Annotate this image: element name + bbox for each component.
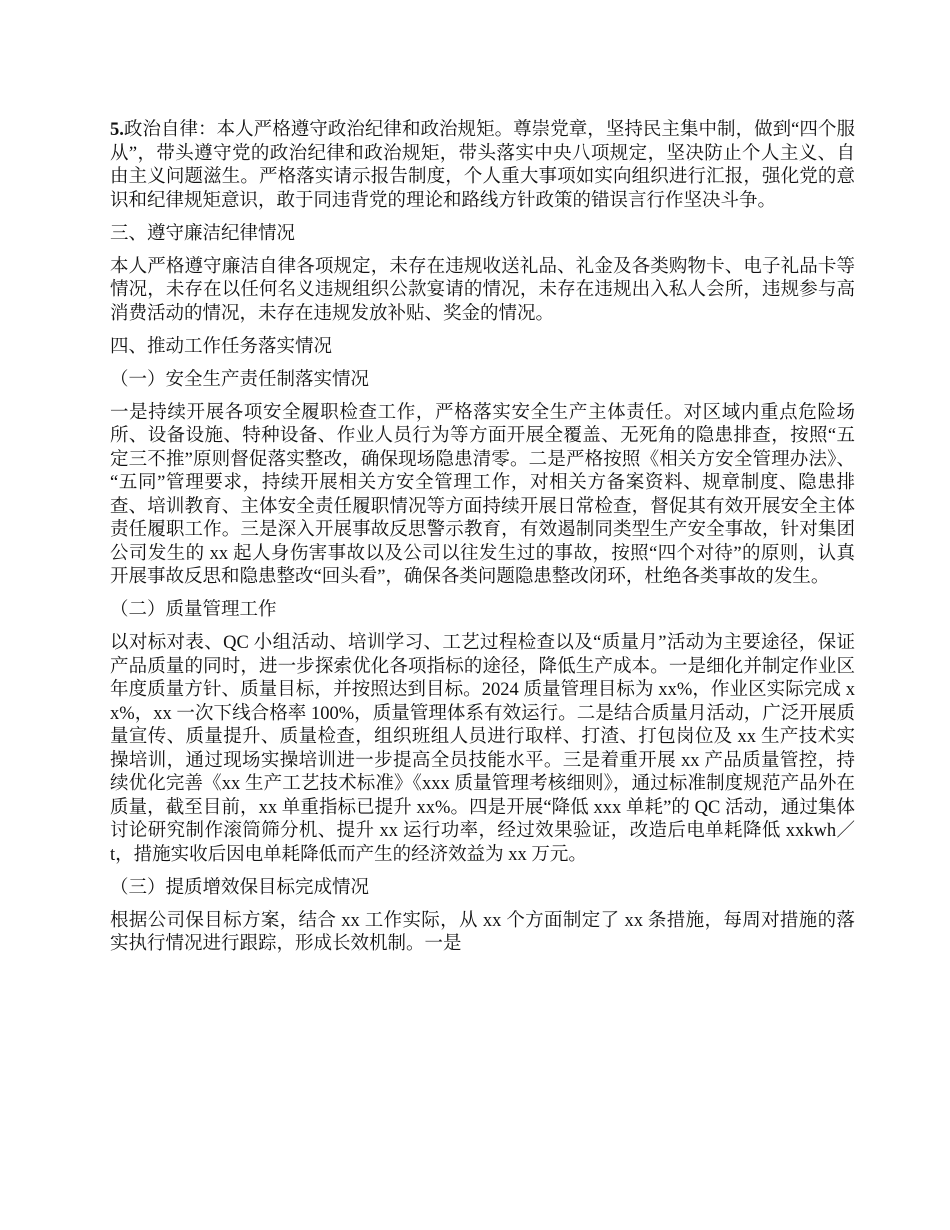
heading-section-three-integrity-discipline: 三、遵守廉洁纪律情况	[110, 223, 296, 244]
paragraph-safety-responsibility-details: 一是持续开展各项安全履职检查工作，严格落实安全生产主体责任。对区域内重点危险场所、设备设施、特种设备、作业人员行为等方面开展全覆盖、无死角的隐患排查，按照“五定三不推”原则督促落实整改，确保现场隐患清零。二是严格按照《相关方安全管理办法》、“五同”管理要求，持续开展相关方安全管理工作，对相关方备案资料、规章制度、隐患排查、培训教育、主体安全责任履职情况等方面持续开展日常检查，督促其有效开展安全主体责任履职工作。三是深入开展事故反思警示教育，有效遏制同类型生产安全事故，针对集团公司发生的 xx 起人身伤害事故以及公司以往发生过的事故，按照“四个对待”的原则，认真开展事故反思和隐患整改“回头看”，确保各类问题隐患整改闭环，杜绝各类事故的发生。	[110, 402, 855, 587]
paragraph-text: 政治自律：本人严格遵守政治纪律和政治规矩。尊崇党章，坚持民主集中制，做到“四个服从”，带头遵守党的政治纪律和政治规矩，带头落实中央八项规定，坚决防止个人主义、自由主义问题滋生。严格落实请示报告制度，个人重大事项如实向组织进行汇报，强化党的意识和纪律规矩意识，敢于同违背党的理论和路线方针政策的错误言行作坚决斗争。	[110, 120, 855, 211]
subheading-three-efficiency-targets: （三）提质增效保目标完成情况	[110, 877, 370, 898]
subheading-two-quality-management: （二）质量管理工作	[110, 600, 277, 620]
list-number-5: 5.	[110, 120, 124, 140]
paragraph-efficiency-targets-details: 根据公司保目标方案，结合 xx 工作实际，从 xx 个方面制定了 xx 条措施，每周对措施的落实执行情况进行跟踪，形成长效机制。一是	[110, 910, 855, 954]
paragraph-integrity-compliance: 本人严格遵守廉洁自律各项规定，未存在违规收送礼品、礼金及各类购物卡、电子礼品卡等情况，未存在以任何名义违规组织公款宴请的情况，未存在违规出入私人会所，违规参与高消费活动的情况，未存在违规发放补贴、奖金的情况。	[110, 256, 855, 324]
heading-section-four-work-tasks: 四、推动工作任务落实情况	[110, 336, 333, 357]
subheading-one-safety-responsibility: （一）安全生产责任制落实情况	[110, 369, 370, 390]
paragraph-political-self-discipline	[110, 119, 855, 213]
paragraph-quality-management-details: 以对标对表、QC 小组活动、培训学习、工艺过程检查以及“质量月”活动为主要途径，保证产品质量的同时，进一步探索优化各项指标的途径，降低生产成本。一是细化并制定作业区年度质量方针、质量目标，并按照达到目标。2024 质量管理目标为 xx%，作业区实际完成 xx%，xx 一次下线合格率 100%，质量管理体系有效运行。二是结合质量月活动，广泛开展质量宣传、质量提升、质量检查，组织班组人员进行取样、打渣、打包岗位及 xx 生产技术实操培训，通过现场实操培训进一步提高全员技能水平。三是着重开展 xx 产品质量管控，持续优化完善《xx 生产工艺技术标准》《xxx 质量管理考核细则》，通过标准制度规范产品外在质量，截至目前，xx 单重指标已提升 xx%。四是开展“降低 xxx 单耗”的 QC 活动，通过集体讨论研究制作滚筒筛分机、提升 xx 运行功率，经过效果验证，改造后电单耗降低 xxkwh／t，措施实收后因电单耗降低而产生的经济效益为 xx 万元。	[110, 633, 855, 865]
